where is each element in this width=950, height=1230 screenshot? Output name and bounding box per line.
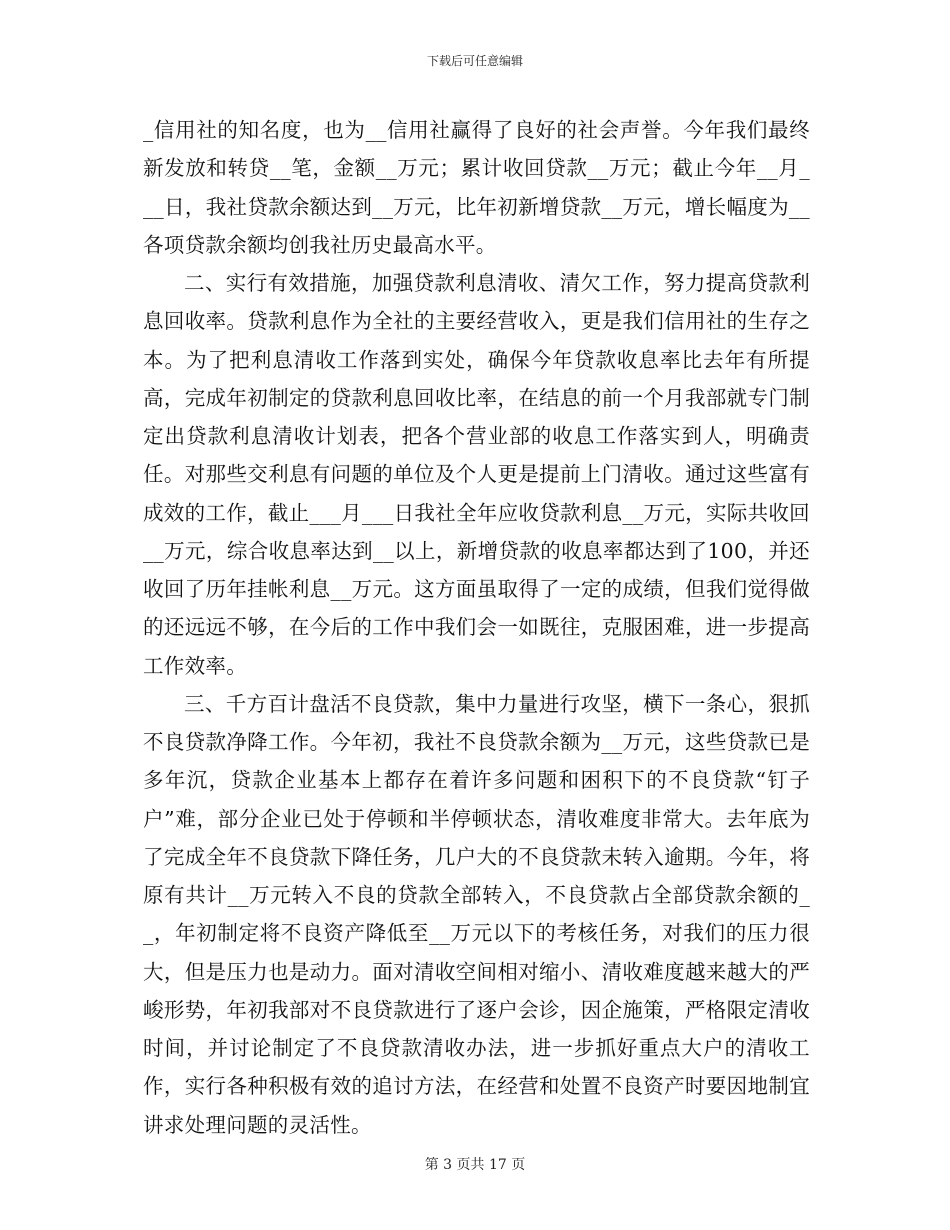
page-header: 下载后可任意编辑 (426, 54, 523, 68)
paragraph-section-two: 二、实行有效措施，加强贷款利息清收、清欠工作，努力提高贷款利息回收率。贷款利息作为全社的主要经营收入，更是我们信用社的生存之本。为了把利息清收工作落到实处，确保今年贷款收息率比去年有所提高，完成年初制定的贷款利息回收比率，在结息的前一个月我部就专门制定出贷款利息清收计划表，把各个营业部的收息工作落实到人，明确责任。对那些交利息有问题的单位及个人更是提前上门清收。通过这些富有成效的工作，截止___月___日我社全年应收贷款利息__万元，实际共收回__万元，综合收息率达到__以上，新增贷款的收息率都达到了100，并还收回了历年挂帐利息__万元。这方面虽取得了一定的成绩，但我们觉得做的还远远不够，在今后的工作中我们会一如既往，克服困难，进一步提高工作效率。 (143, 271, 810, 678)
paragraph-continuation: _信用社的知名度，也为__信用社赢得了良好的社会声誉。今年我们最终新发放和转贷__笔，金额__万元；累计收回贷款__万元；截止今年__月___日，我社贷款余额达到__万元，比年初新增贷款__万元，增长幅度为__各项贷款余额均创我社历史最高水平。 (143, 118, 810, 257)
paragraph-section-three: 三、千方百计盘活不良贷款，集中力量进行攻坚，横下一条心，狠抓不良贷款净降工作。今年初，我社不良贷款余额为__万元，这些贷款已是多年沉，贷款企业基本上都存在着许多问题和困积下的不良贷款“钉子户”难，部分企业已处于停顿和半停顿状态，清收难度非常大。去年底为了完成全年不良贷款下降任务，几户大的不良贷款未转入逾期。今年，将原有共计__万元转入不良的贷款全部转入，不良贷款占全部贷款余额的__，年初制定将不良资产降低至__万元以下的考核任务，对我们的压力很大，但是压力也是动力。面对清收空间相对缩小、清收难度越来越大的严峻形势，年初我部对不良贷款进行了逐户会诊，因企施策，严格限定清收时间，并讨论制定了不良贷款清收办法，进一步抓好重点大户的清收工作，实行各种积极有效的追讨方法，在经营和处置不良资产时要因地制宜讲求处理问题的灵活性。 (143, 691, 810, 1137)
page-number-footer: 第 3 页共 17 页 (424, 1157, 526, 1173)
document-body (143, 111, 810, 1144)
